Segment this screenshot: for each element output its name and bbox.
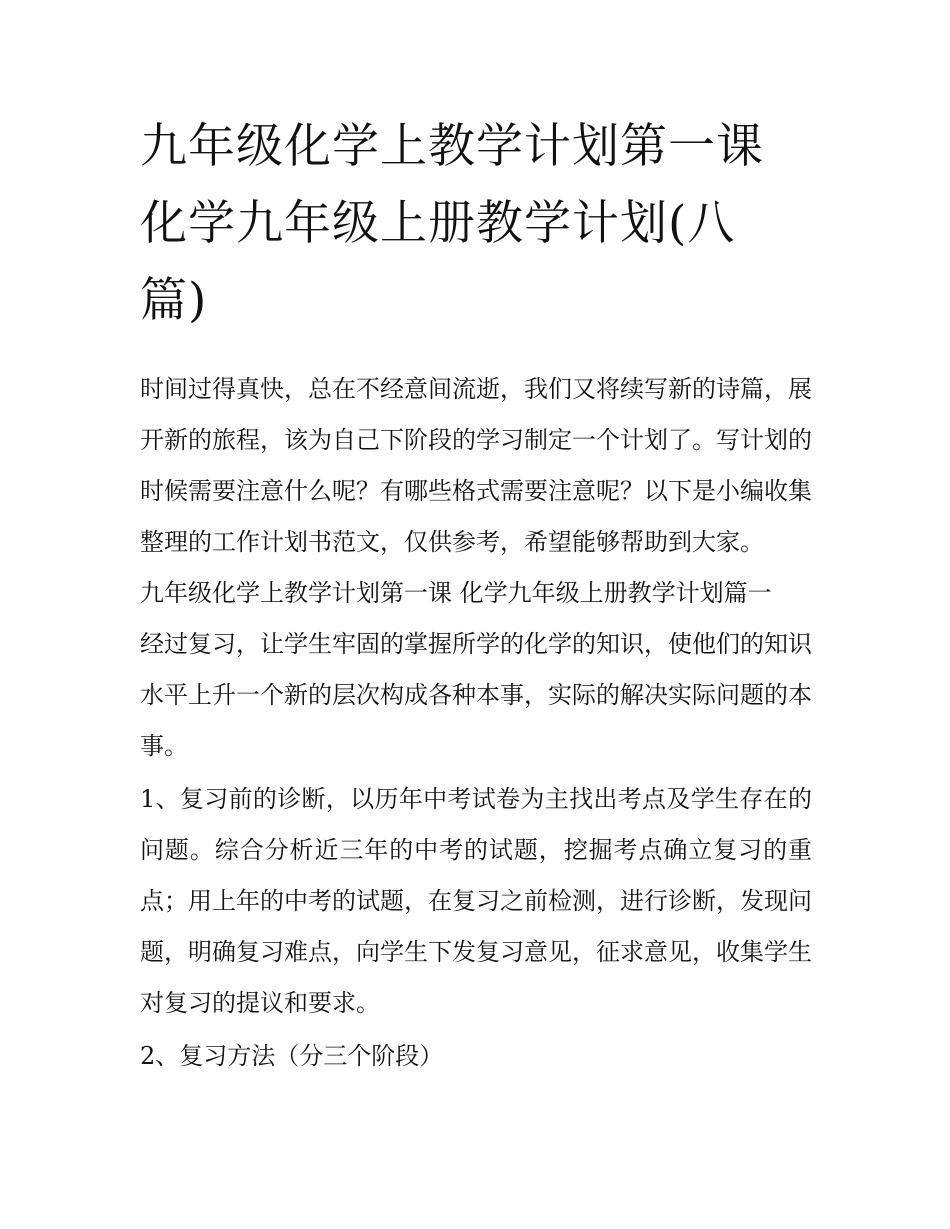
body-paragraph-2: 1、复习前的诊断，以历年中考试卷为主找出考点及学生存在的问题。综合分析近三年的中考的试题，挖掘考点确立复习的重点；用上年的中考的试题，在复习之前检测，进行诊断，发现问题，明确复习难点，向学生下发复习意见，征求意见，收集学生对复习的提议和要求。 (140, 785, 812, 1017)
body-paragraph-1: 经过复习，让学生牢固的掌握所学的化学的知识，使他们的知识水平上升一个新的层次构成各种本事，实际的解决实际问题的本事。 (140, 630, 812, 760)
title-line-2: 化学九年级上册教学计划(八 (140, 196, 736, 251)
title-line-1: 九年级化学上教学计划第一课 (140, 119, 764, 174)
document-page (140, 108, 812, 1082)
section-heading: 九年级化学上教学计划第一课 化学九年级上册教学计划篇一 (140, 579, 772, 607)
intro-paragraph: 时间过得真快，总在不经意间流逝，我们又将续写新的诗篇，展开新的旅程，该为自己下阶段的学习制定一个计划了。写计划的时候需要注意什么呢？有哪些格式需要注意呢？以下是小编收集整理的工作计划书范文，仅供参考，希望能够帮助到大家。 (140, 375, 812, 556)
document-title (140, 108, 812, 339)
body-paragraph-3: 2、复习方法（分三个阶段） (140, 1042, 444, 1070)
title-line-3: 篇) (140, 273, 208, 328)
